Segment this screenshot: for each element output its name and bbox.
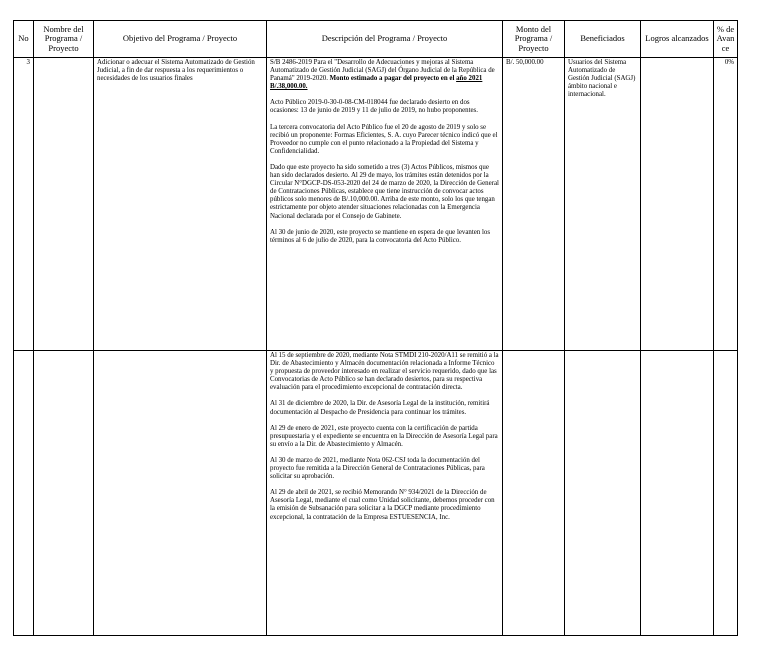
program-achievements <box>641 351 714 636</box>
row-number <box>14 351 34 636</box>
program-progress <box>714 351 738 636</box>
program-achievements <box>641 58 714 351</box>
program-amount <box>503 351 565 636</box>
program-beneficiaries: Usuarios del Sistema Automatizado de Gestión Judicial (SAGJ) ámbito nacional e internacional. <box>565 58 641 351</box>
programs-table <box>13 20 738 636</box>
description-paragraph: Al 30 de marzo de 2021, mediante Nota 062-CSJ toda la documentación del proyecto fue remitida a la Dirección General de Contrataciones Públicas, para solicitar su aprobación. <box>270 456 485 481</box>
description-paragraph: Al 30 de junio de 2020, este proyecto se mantiene en espera de que levanten los términos al 6 de julio de 2020, para la convocatoria del Acto Público. <box>270 228 491 244</box>
program-description <box>267 58 503 351</box>
header-beneficiados: Beneficiados <box>565 21 641 58</box>
row-number: 3 <box>14 58 34 351</box>
description-paragraph: La tercera convocatoria del Acto Público fue el 20 de agosto de 2019 y solo se recibió un proponente: Formas Eficientes, S. A. cuyo Parecer técnico indicó que el Proveedor no cumple con el punto relacionado a la Propiedad del Sistema y Confidencialidad. <box>270 123 498 155</box>
description-paragraph: Al 29 de abril de 2021, se recibió Memorando N° 934/2021 de la Dirección de Asesoría Legal, mediante el cual como Unidad solicitante, debemos proceder con la emisión de Subsanación para solicitar a la DGCP mediante procedimiento excepcional, la contratación de la Empresa ESTUESENCIA, Inc. <box>270 489 495 521</box>
description-paragraph: Al 15 de septiembre de 2020, mediante Nota STMDI 210-2020/A11 se remitió a la Dir. de Abastecimiento y Almacén documentación relacionada a Informe Técnico y propuesta de proveedor interesado en realizar el servicio requerido, dado que las Convocatorias de Acto Público se han declarado desiertos, para su respectiva evaluación para el procedimiento excepcional de contratación directa. <box>270 352 499 392</box>
description-paragraph: Al 31 de diciembre de 2020, la Dir. de Asesoría Legal de la institución, remitirá documentación al Despacho de Presidencia para continuar los trámites. <box>270 400 490 416</box>
program-name <box>34 351 94 636</box>
description-paragraph: Acto Público 2019-0-30-0-08-CM-018044 fue declarado desierto en dos ocasiones: 13 de junio de 2019 y 11 de julio de 2019, no hubo proponentes. <box>270 99 478 115</box>
description-paragraph: Dado que este proyecto ha sido sometido a tres (3) Actos Públicos, mismos que han sido declarados desierto. Al 29 de mayo, los trámites están detenidos por la Circular N°DGCP-DS-053-2020 del 24 de marzo de 2020, la Dirección de General de Contrataciones Públicas, establece que tiene instrucción de convocar actos públicos solo menores de B/.10,000.00. Arriba de este monto, solo los que tengan estrictamente por objeto atender situaciones relacionadas con la Emergencia Nacional declarada por el Consejo de Gabinete. <box>270 163 499 220</box>
description-paragraph <box>270 59 499 91</box>
program-amount: B/. 50,000.00 <box>503 58 565 351</box>
program-beneficiaries <box>565 351 641 636</box>
program-name <box>34 58 94 351</box>
program-objective <box>94 351 267 636</box>
estimated-amount-text: Monto estimado a pagar del proyecto en el <box>329 75 457 83</box>
header-descripcion: Descripción del Programa / Proyecto <box>267 21 503 58</box>
description-paragraph: Al 29 de enero de 2021, este proyecto cuenta con la certificación de partida presupuestaria y el expediente se encuentra en la Dirección de Asesoría Legal para su envío a la Dir. de Abastecimiento y Almacén. <box>270 424 498 448</box>
table-header-row <box>14 21 738 58</box>
estimated-amount-value: año 2021 B/.38,000.00. <box>270 75 483 91</box>
header-no: No <box>14 21 34 58</box>
program-description <box>267 351 503 636</box>
description-text: S/B 2486-2019 Para el "Desarrollo de Adecuaciones y mejoras al Sistema Automatizado de Gestión Judicial (SAGJ) del Órgano Judicial de la República de Panamá" 2019-2020. <box>270 59 495 83</box>
program-progress: 0% <box>714 58 738 351</box>
header-monto: Monto del Programa / Proyecto <box>503 21 565 58</box>
table-row <box>14 351 738 636</box>
header-nombre: Nombre del Programa / Proyecto <box>34 21 94 58</box>
table-row <box>14 58 738 351</box>
header-objetivo: Objetivo del Programa / Proyecto <box>94 21 267 58</box>
header-avance: % de Avance <box>714 21 738 58</box>
program-objective: Adicionar o adecuar el Sistema Automatizado de Gestión Judicial, a fin de dar respuesta a los requerimientos o necesidades de los usuarios finales <box>94 58 267 351</box>
header-logros: Logros alcanzados <box>641 21 714 58</box>
